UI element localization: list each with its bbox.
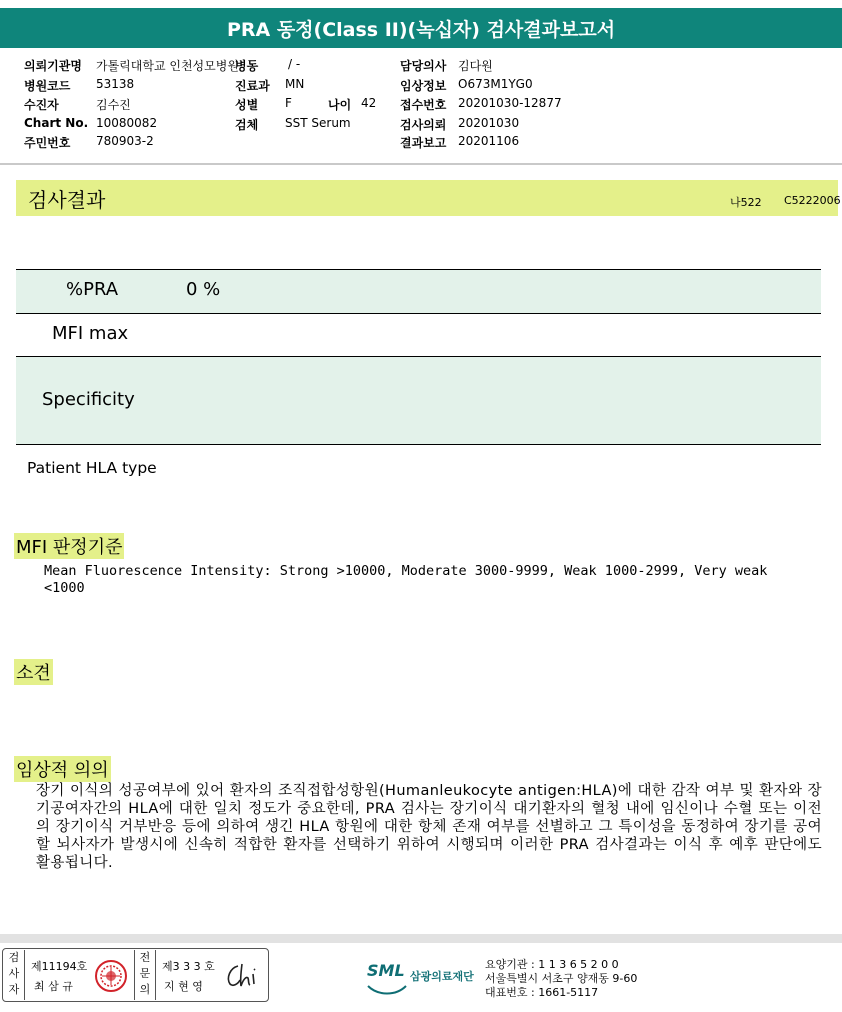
specialist-number: 제3 3 3 호 — [162, 960, 215, 973]
report-date-value: 20201106 — [458, 134, 520, 148]
clinical-title: 임상적 의의 — [14, 756, 111, 782]
institution-label: 의뢰기관명 — [24, 59, 82, 73]
request-label: 검사의뢰 — [400, 118, 447, 132]
sex-value: F — [285, 96, 292, 110]
specimen-value: SST Serum — [285, 116, 351, 130]
ssn-value: 780903-2 — [96, 134, 154, 148]
table-line — [16, 444, 821, 445]
age-label: 나이 — [328, 98, 352, 112]
opinion-title: 소견 — [14, 659, 53, 685]
age-value: 42 — [361, 96, 377, 110]
examiner-number: 제11194호 — [31, 960, 88, 973]
chart-value: 10080082 — [96, 116, 158, 130]
examiner-char: 검 — [8, 951, 20, 964]
examiner-char: 자 — [8, 983, 20, 996]
org-phone: 대표번호 : 1661-5117 — [485, 986, 599, 999]
results-header-bar — [16, 180, 838, 216]
institution-value: 가톨릭대학교 인천성모병원 — [96, 59, 239, 73]
mfi-criteria-line1: Mean Fluorescence Intensity: Strong >10000, Moderate 3000-9999, Weak 1000-2999, Very weak — [44, 563, 768, 579]
result-code-1: 나522 — [730, 196, 762, 209]
report-title: PRA 동정(Class II)(녹십자) 검사결과보고서 — [0, 8, 842, 48]
footer-divider — [0, 934, 842, 943]
dept-value: MN — [285, 77, 305, 91]
org-name: 삼광의료재단 — [410, 970, 474, 983]
specificity-label: Specificity — [42, 389, 135, 410]
clinical-info-label: 임상정보 — [400, 79, 447, 93]
hospital-code-label: 병원코드 — [24, 79, 71, 93]
doctor-value: 김다원 — [458, 59, 493, 73]
specialist-name: 지 현 영 — [164, 980, 203, 993]
org-code: 요양기관 : 1 1 3 6 5 2 0 0 — [485, 958, 619, 971]
table-line — [16, 313, 821, 314]
pra-label: %PRA — [66, 279, 119, 300]
header-divider — [0, 163, 842, 165]
specialist-char: 문 — [139, 967, 151, 980]
hospital-code-value: 53138 — [96, 77, 135, 91]
org-address: 서울특별시 서초구 양재동 9-60 — [485, 972, 638, 985]
logo-text: SML — [367, 961, 405, 980]
doctor-label: 담당의사 — [400, 59, 447, 73]
patient-label: 수진자 — [24, 98, 59, 112]
pra-row — [16, 270, 821, 313]
table-line — [16, 269, 821, 270]
ward-value: / - — [288, 57, 301, 71]
patient-value: 김수진 — [96, 98, 131, 112]
results-title: 검사결과 — [28, 188, 106, 212]
clinical-info-value: O673M1YG0 — [458, 77, 533, 91]
specialist-char: 의 — [139, 983, 151, 996]
pra-value: 0 % — [186, 279, 221, 300]
specimen-label: 검체 — [235, 118, 259, 132]
examiner-char: 사 — [8, 967, 20, 980]
report-date-label: 결과보고 — [400, 136, 447, 150]
specialist-signature-icon — [224, 960, 262, 990]
clinical-text: 장기 이식의 성공여부에 있어 환자의 조직접합성항원(Humanleukocyte antigen:HLA)에 대한 감작 여부 및 환자와 장기공여자간의 HLA에 대한 일치 정도가 중요한데, PRA 검사는 장기이식 대기환자의 혈청 내에 임신이나 수혈 또는 이전의 장기이식 거부반응 등에 의하여 생긴 HLA 항원에 대한 항체 존재 여부를 선별하고 그 특이성을 동정하여 장기를 공여할 뇌사자가 발생시에 신속히 적합한 환자를 선택하기 위하여 시행되며 이러한 PRA 검사결과는 이식 후 예후 판단에도 활용됩니다. — [36, 783, 822, 871]
result-code-2: C5222006 — [784, 194, 841, 207]
mfi-max-label: MFI max — [52, 323, 129, 344]
chart-label: Chart No. — [24, 116, 89, 130]
specialist-char: 전 — [139, 951, 151, 964]
examiner-vertical — [4, 950, 25, 1000]
examiner-seal-icon — [94, 959, 128, 993]
mfi-criteria-title: MFI 판정기준 — [14, 533, 124, 559]
mfi-criteria-line2: <1000 — [44, 580, 85, 596]
receipt-label: 접수번호 — [400, 98, 447, 112]
request-value: 20201030 — [458, 116, 520, 130]
patient-hla-label: Patient HLA type — [27, 459, 157, 477]
sex-label: 성별 — [235, 98, 259, 112]
specialist-vertical — [134, 950, 156, 1000]
receipt-value: 20201030-12877 — [458, 96, 562, 110]
table-line — [16, 356, 821, 357]
ssn-label: 주민번호 — [24, 136, 71, 150]
dept-label: 진료과 — [235, 79, 270, 93]
specificity-row — [16, 357, 821, 444]
ward-label: 병동 — [235, 59, 259, 73]
examiner-name: 최 삼 규 — [34, 980, 73, 993]
